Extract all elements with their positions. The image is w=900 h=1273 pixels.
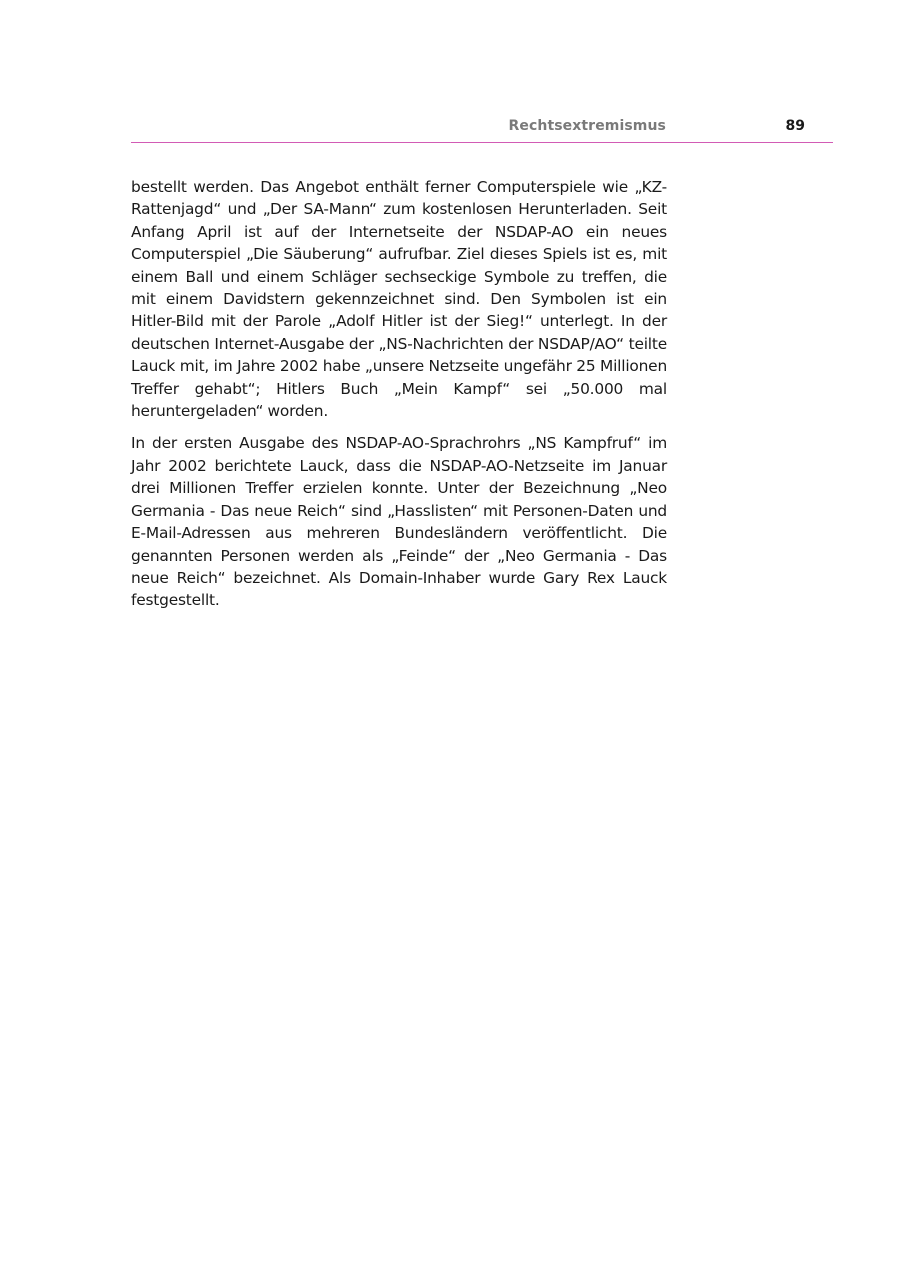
section-title: Rechtsextremismus xyxy=(508,118,666,134)
paragraph: In der ersten Ausgabe des NSDAP-AO-Sprachrohrs „NS Kampfruf“ im Jahr 2002 berichtete Lauck, dass die NSDAP-AO-Netzseite im Januar drei Millionen Treffer erzielen konnte. Unter der Bezeichnung „Neo Germania - Das neue Reich“ sind „Hasslisten“ mit Personen-Daten und E-Mail-Adressen aus mehreren Bundesländern veröffentlicht. Die genannten Personen werden als „Feinde“ der „Neo Germania - Das neue Reich“ bezeichnet. Als Domain-Inhaber wurde Gary Rex Lauck festgestellt. xyxy=(131,434,667,610)
paragraph: bestellt werden. Das Angebot enthält ferner Computerspiele wie „KZ-Rattenjagd“ und „Der SA-Mann“ zum kostenlosen Herunterladen. Seit Anfang April ist auf der Internetseite der NSDAP-AO ein neues Computerspiel „Die Säuberung“ aufrufbar. Ziel dieses Spiels ist es, mit einem Ball und einem Schläger sechseckige Symbole zu treffen, die mit einem Davidstern gekennzeichnet sind. Den Symbolen ist ein Hitler-Bild mit der Parole „Adolf Hitler ist der Sieg!“ unterlegt. In der deutschen Internet-Ausgabe der „NS-Nachrichten der NSDAP/AO“ teilte Lauck mit, im Jahre 2002 habe „unsere Netzseite ungefähr 25 Millionen Treffer gehabt“; Hitlers Buch „Mein Kampf“ sei „50.000 mal heruntergeladen“ worden. xyxy=(131,178,667,421)
page-number: 89 xyxy=(785,118,805,134)
body-text xyxy=(131,176,667,622)
running-header xyxy=(131,115,833,143)
